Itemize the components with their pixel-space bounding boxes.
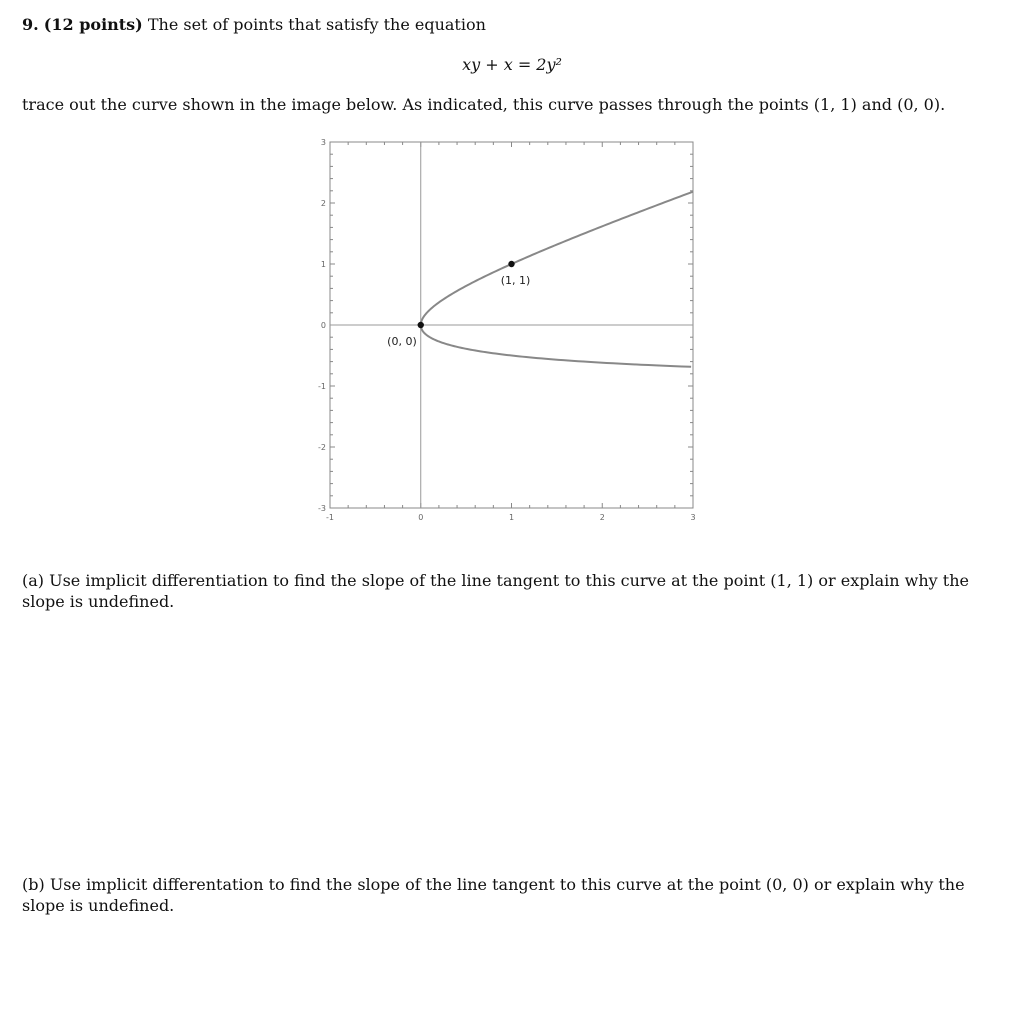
y-tick-label: -1 xyxy=(318,382,326,391)
x-tick-label: 0 xyxy=(418,513,424,522)
question-header xyxy=(22,14,486,35)
point-marker xyxy=(418,322,424,328)
x-tick-label: -1 xyxy=(326,513,334,522)
x-tick-label: 3 xyxy=(690,513,696,522)
point-label: (1, 1) xyxy=(500,274,531,287)
x-tick-labels xyxy=(326,513,696,522)
y-tick-label: 2 xyxy=(320,199,326,208)
point-marker xyxy=(508,261,514,267)
y-tick-label: 3 xyxy=(320,138,326,147)
equation: xy + x = 2y² xyxy=(462,55,562,74)
curve-plot xyxy=(300,130,700,525)
part-a-question: (a) Use implicit differentiation to find the slope of the line tangent to this curve at the point (1, 1) or explain why the slope is undefined. xyxy=(22,571,969,611)
question-intro: The set of points that satisfy the equation xyxy=(147,15,486,34)
x-tick-label: 2 xyxy=(599,513,605,522)
point-label: (0, 0) xyxy=(387,335,417,348)
y-tick-labels xyxy=(318,138,326,513)
x-tick-label: 1 xyxy=(508,513,515,522)
curve-description: trace out the curve shown in the image below. As indicated, this curve passes through the points (1, 1) and (0, 0). xyxy=(22,95,946,114)
y-tick-label: -3 xyxy=(318,504,326,513)
question-points: (12 points) xyxy=(43,15,143,34)
y-tick-label: -2 xyxy=(318,443,326,452)
part-b-question: (b) Use implicit differentation to find the slope of the line tangent to this curve at the point (0, 0) or explain why the slope is undefined. xyxy=(22,875,965,915)
y-tick-label: 0 xyxy=(320,321,326,330)
y-tick-label: 1 xyxy=(320,260,326,269)
question-number: 9. xyxy=(22,15,39,34)
